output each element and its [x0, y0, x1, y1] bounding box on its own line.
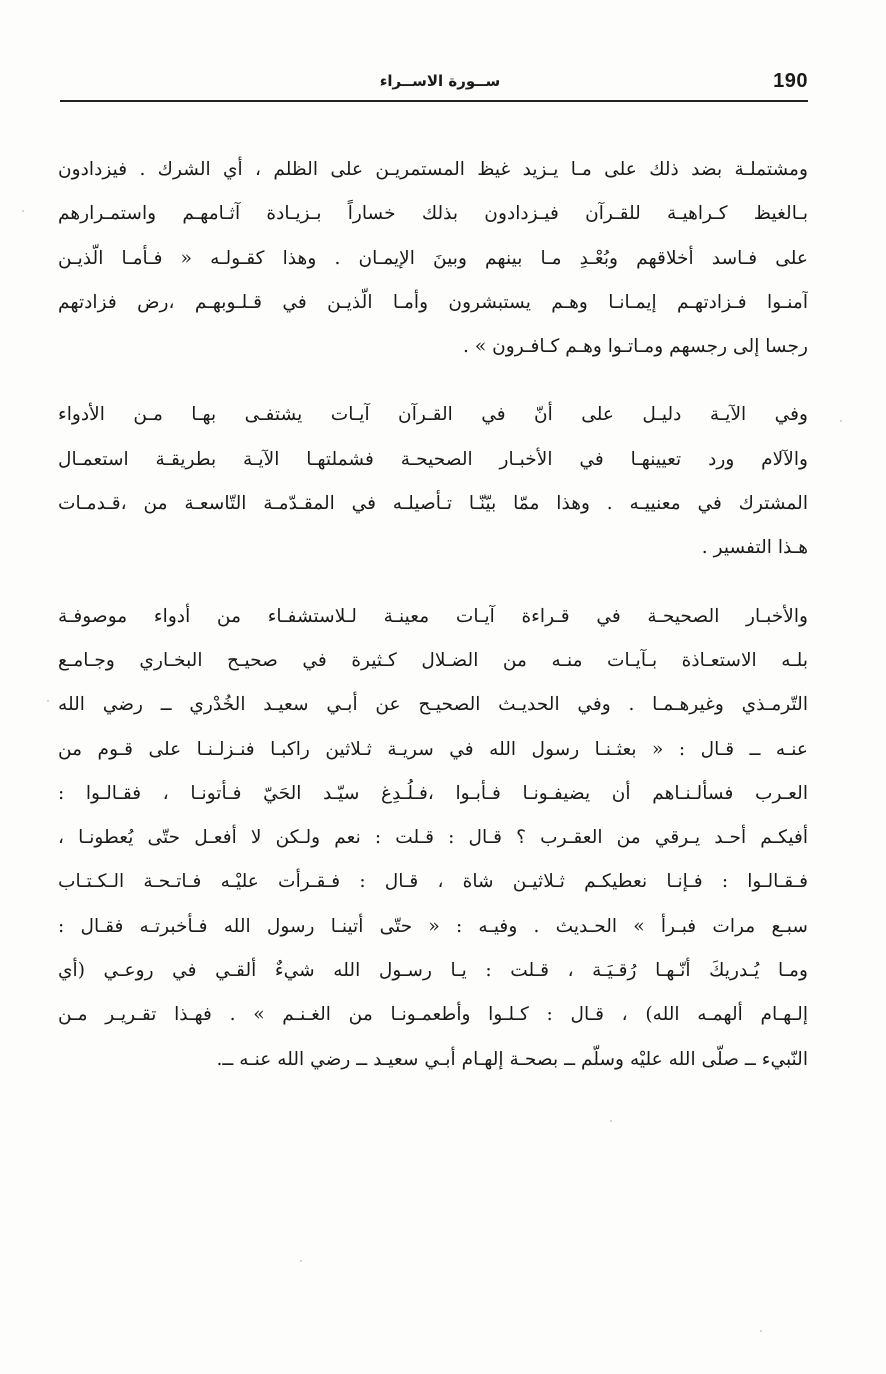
scan-speck: [610, 1120, 612, 1122]
scan-speck: [840, 420, 842, 422]
text-line: العـرب فسألـنـاهم أن يضيفـونـا فـأبـوا ،فـلُـدِغ سيّـد الحَيّ فـأتونـا ، فقـالـوا :: [58, 782, 808, 804]
text-line: هـذا التفسير .: [701, 537, 808, 559]
text-line: إلـهـام ألهمـه الله) ، قـال : كـلـوا وأطعمـونـا من الغـنـم » . فهـذا تقـريـر مـن: [58, 1004, 808, 1026]
text-line: المشترك في معنييـه . وهذا ممّا بيّنّـا تـأصيلـه في المقـدّمـة التّاسعـة من ،قـدمـات: [58, 493, 808, 515]
scan-speck: [760, 1330, 762, 1332]
body-text: [58, 148, 808, 1106]
page-header: [60, 66, 808, 106]
paragraph-2: [58, 393, 808, 570]
text-line: عنـه ــ قـال : « بعثـنـا رسول الله في سريـة ثـلاثين راكبـا فنـزلـنـا على قـوم من: [58, 738, 808, 760]
text-line: آمنـوا فـزادتهـم إيمـانـا وهـم يستبشرون وأمـا الّذيـن في قـلـوبهـم ،رض فزادتهم: [58, 291, 808, 313]
scan-speck: [22, 210, 24, 212]
text-line: النّبيء ــ صلّى الله عليْه وسلّم ــ بصحـة إلهـام أبـي سعيـد ــ رضي الله عنـه ــ.: [216, 1048, 808, 1070]
text-line: أفيكـم أحـد يـرقي من العقـرب ؟ قـال : قـلت : نعم ولـكن لا أفعـل حتّى يُعطونـا ،: [58, 827, 808, 849]
text-line: ومشتملـة بضد ذلك على مـا يـزيد غيظ المستمريـن على الظلم ، أي الشرك . فيزدادون: [58, 159, 808, 180]
text-line: رجسا إلى رجسهم ومـاتـوا وهـم كـافـرون » .: [463, 336, 808, 358]
paragraph-1: [58, 148, 808, 369]
header-rule: [60, 100, 808, 102]
text-line: والآلام ورد تعيينهـا في الأخبـار الصحيحـة فشملتهـا الآيـة بطريقـة استعمـال: [58, 448, 808, 470]
text-line: على فـاسد أخلاقهم وبُعْـدِ مـا بينهم وبينَ الإيمـان . وهذا كقـولـه « فـأمـا الّذيـن: [58, 247, 808, 269]
running-head-surah-title: ســورة الاســراء: [379, 72, 501, 90]
paragraph-3: [58, 595, 808, 1082]
scan-speck: [47, 700, 49, 702]
text-line: التّرمـذي وغيرهـمـا . وفي الحديـث الصحيـح عن أبـي سعيـد الخُدْري ــ رضي الله: [58, 694, 808, 716]
text-line: بـالغيظ كـراهيـة للقـرآن فيـزدادون بذلك خساراً بـزيـادة آثـامهـم واستمـرارهم: [58, 203, 808, 225]
text-line: سبـع مرات فبـرأ » الحـديث . وفيـه : « حتّى أتينـا رسول الله فـأخبرتـه فقـال :: [58, 915, 808, 937]
text-line: فـقـالـوا : فـإنـا نعطيكـم ثـلاثيـن شاة ، قـال : فـقـرأت عليْـه فـاتـحـة الـكـتـاب: [58, 871, 808, 893]
page-number: 190: [773, 70, 808, 92]
scan-speck: [300, 1260, 302, 1262]
text-line: وفي الآيـة دليـل على أنّ في القـرآن آيـات يشتفـى بهـا مـن الأدواء: [58, 404, 808, 426]
text-line: بلـه الاستعـاذة بـآيـات منـه من الضـلال كـثيرة في صحيـح البخـاري وجـامـع: [58, 649, 808, 671]
text-line: ومـا يُـدريكَ أنّـهـا رُقـيَـة ، قـلت : يـا رسـول الله شيءٌ ألقـي في روعـي (أي: [58, 960, 808, 982]
text-line: والأخبـار الصحيحـة في قـراءة آيـات معينـة لـلاستشفـاء من أدواء موصوفـة: [58, 605, 808, 627]
